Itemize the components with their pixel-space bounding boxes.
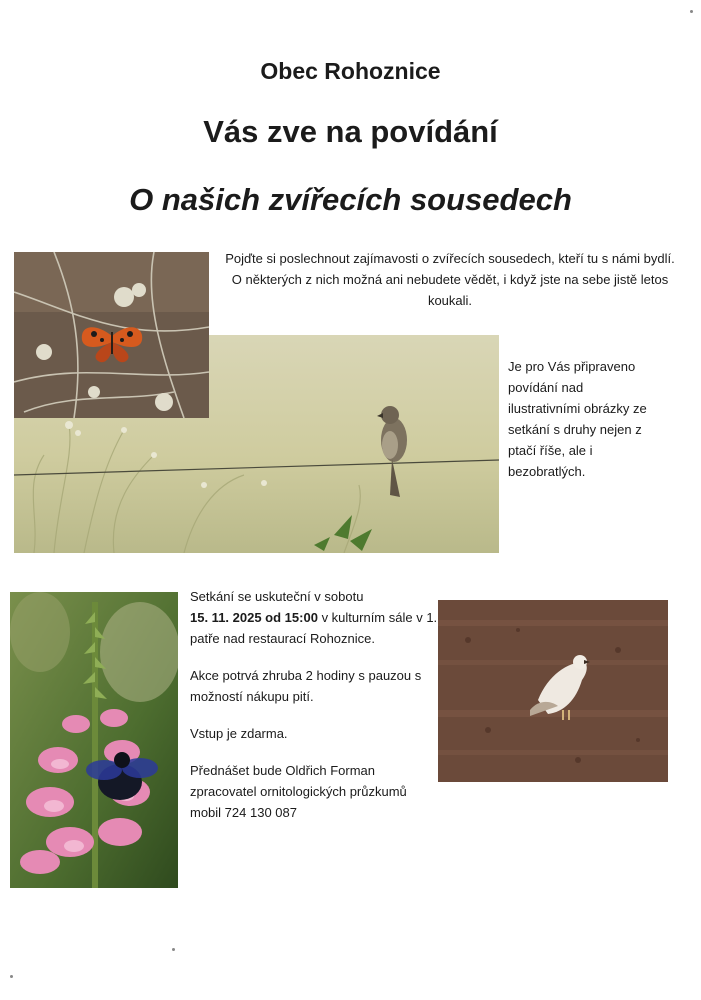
butterfly-photo-icon bbox=[14, 252, 209, 418]
event-line-a: Setkání se uskuteční v sobotu bbox=[190, 589, 364, 604]
invite-title: Vás zve na povídání bbox=[203, 114, 498, 149]
event-when bbox=[190, 586, 440, 649]
event-line-b: v kulturním sále v 1. patře nad restaurací Rohoznice. bbox=[190, 610, 438, 646]
event-speaker-role: zpracovatel ornitologických průzkumů bbox=[190, 784, 407, 799]
event-duration: Akce potrvá zhruba 2 hodiny s pauzou s možností nákupu pití. bbox=[190, 668, 422, 704]
event-info bbox=[190, 586, 440, 823]
event-phone: mobil 724 130 087 bbox=[190, 805, 297, 820]
topic-title: O našich zvířecích sousedech bbox=[129, 182, 572, 217]
intro-text: Pojďte si poslechnout zajímavosti o zvířecích sousedech, kteří tu s námi bydlí. O některých z nich možná ani nebudete vědět, i když jste na sebe jistě letos koukali. bbox=[225, 251, 675, 308]
speck bbox=[690, 10, 693, 13]
side-description: Je pro Vás připraveno povídání nad ilustrativními obrázky ze setkání s druhy nejen z ptačí říše, ale i bezobratlých. bbox=[508, 359, 647, 479]
event-entry: Vstup je zdarma. bbox=[190, 726, 288, 741]
org-name: Obec Rohoznice bbox=[260, 58, 441, 84]
event-speaker: Přednášet bude Oldřich Forman bbox=[190, 763, 375, 778]
flower-bee-photo-icon bbox=[10, 592, 178, 888]
buzzard-field-photo-icon bbox=[438, 600, 668, 782]
speck bbox=[10, 975, 13, 978]
event-speaker-block bbox=[190, 760, 440, 823]
speck bbox=[172, 948, 175, 951]
event-date-time: 15. 11. 2025 od 15:00 bbox=[190, 610, 318, 625]
